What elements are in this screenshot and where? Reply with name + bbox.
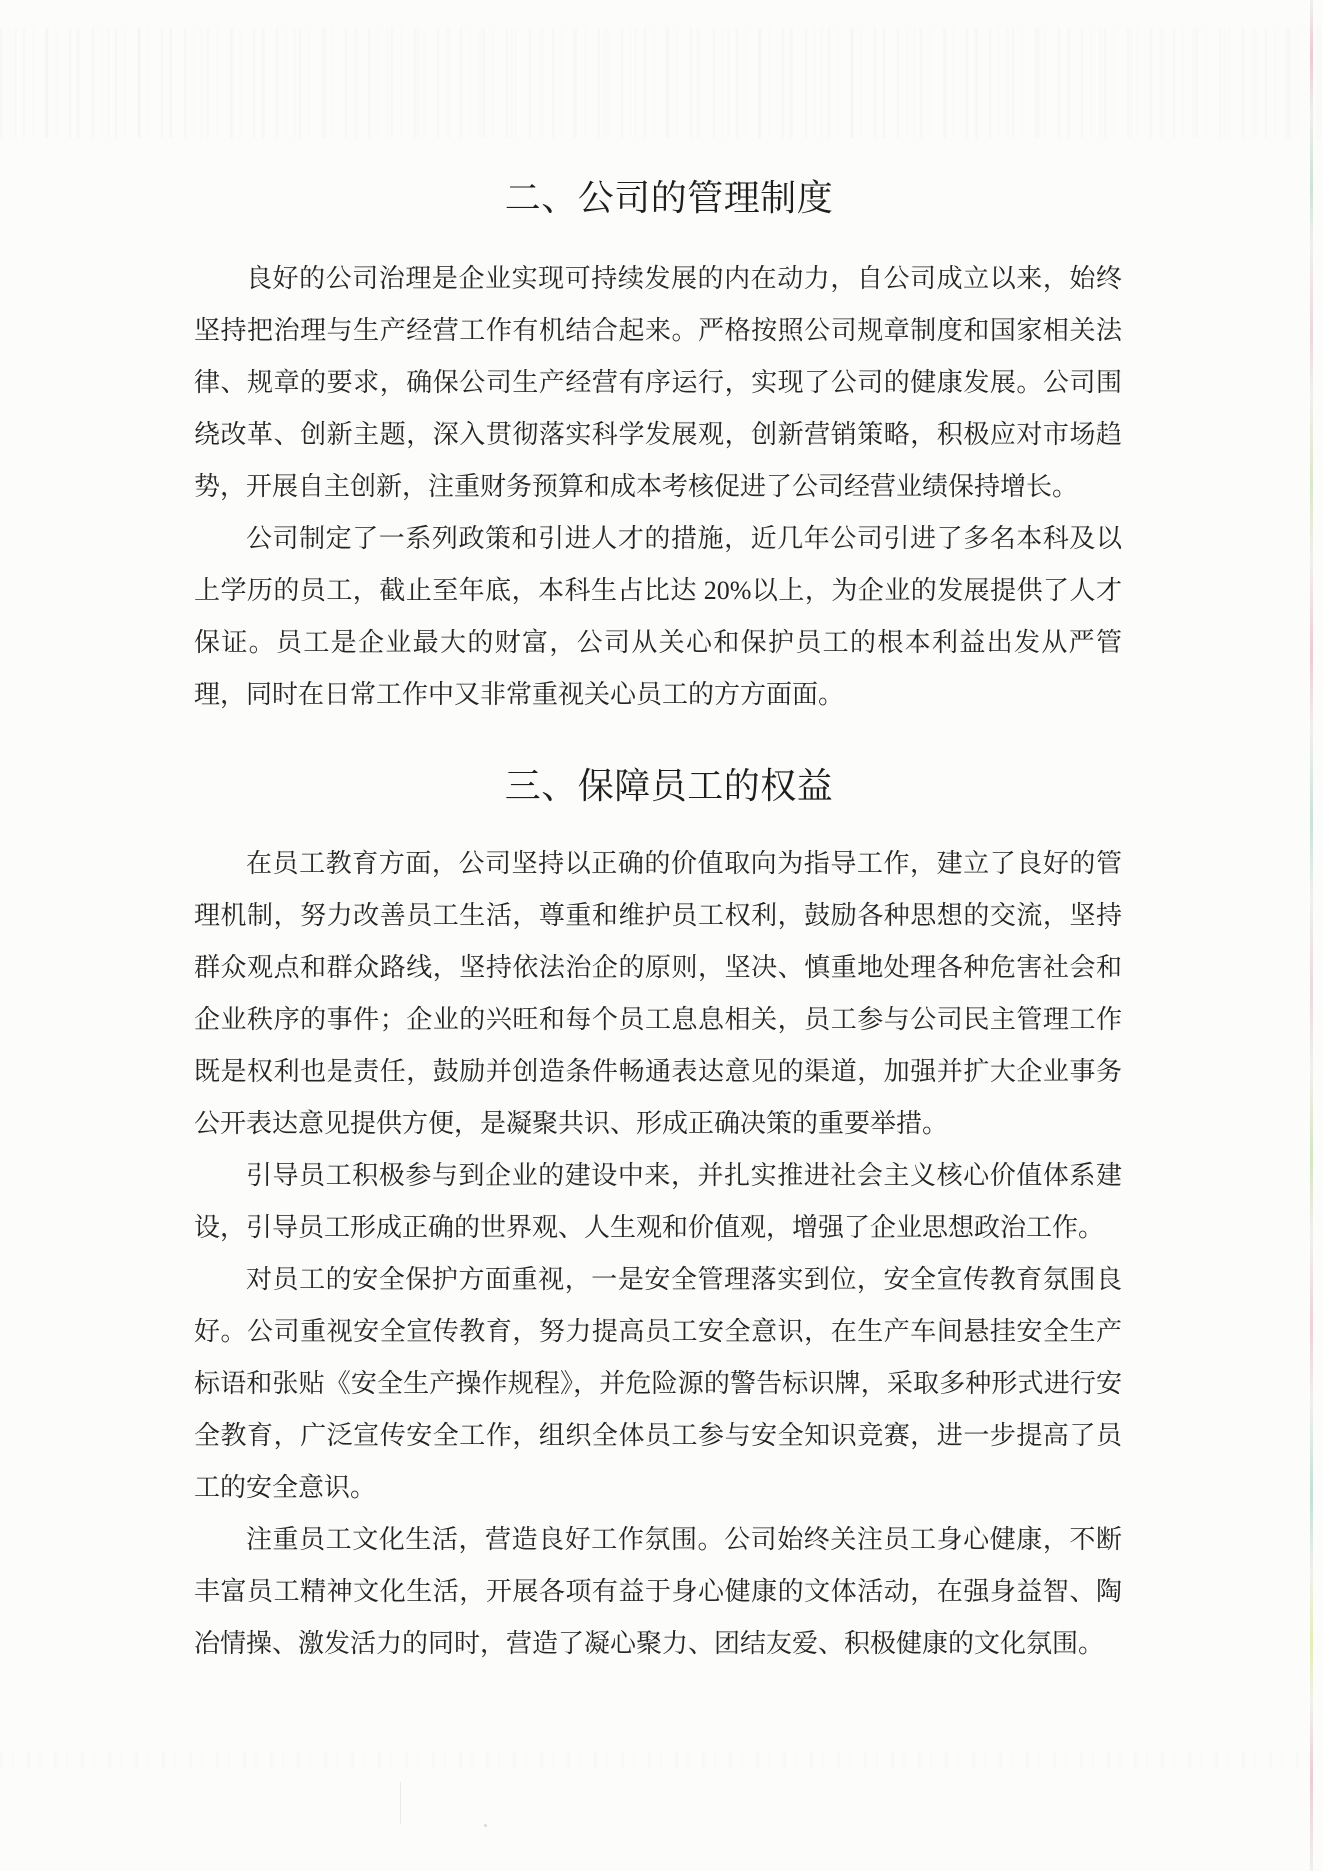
section-body-employee-rights	[194, 838, 1122, 1670]
paragraph: 在员工教育方面，公司坚持以正确的价值取向为指导工作，建立了良好的管理机制，努力改善员工生活，尊重和维护员工权利，鼓励各种思想的交流，坚持群众观点和群众路线，坚持依法治企的原则，坚决、慎重地处理各种危害社会和企业秩序的事件；企业的兴旺和每个员工息息相关，员工参与公司民主管理工作既是权利也是责任，鼓励并创造条件畅通表达意见的渠道，加强并扩大企业事务公开表达意见提供方便，是凝聚共识、形成正确决策的重要举措。	[194, 849, 1122, 1138]
section-heading-company-management: 二、公司的管理制度	[504, 178, 834, 218]
scan-speck-dot	[484, 1824, 487, 1827]
section-heading-employee-rights: 三、保障员工的权益	[504, 766, 834, 806]
paragraph: 良好的公司治理是企业实现可持续发展的内在动力，自公司成立以来，始终坚持把治理与生产经营工作有机结合起来。严格按照公司规章制度和国家相关法律、规章的要求，确保公司生产经营有序运行，实现了公司的健康发展。公司围绕改革、创新主题，深入贯彻落实科学发展观，创新营销策略，积极应对市场趋势，开展自主创新，注重财务预算和成本考核促进了公司经营业绩保持增长。	[194, 264, 1122, 501]
paragraph: 公司制定了一系列政策和引进人才的措施，近几年公司引进了多名本科及以上学历的员工，截止至年底，本科生占比达 20%以上，为企业的发展提供了人才保证。员工是企业最大的财富，公司从关心和保护员工的根本利益出发从严管理，同时在日常工作中又非常重视关心员工的方方面面。	[194, 524, 1122, 709]
scan-speck-line	[400, 1782, 401, 1824]
paragraph: 注重员工文化生活，营造良好工作氛围。公司始终关注员工身心健康，不断丰富员工精神文化生活，开展各项有益于身心健康的文体活动，在强身益智、陶冶情操、激发活力的同时，营造了凝心聚力、团结友爱、积极健康的文化氛围。	[194, 1525, 1122, 1658]
section-body-company-management	[194, 253, 1122, 721]
paragraph: 引导员工积极参与到企业的建设中来，并扎实推进社会主义核心价值体系建设，引导员工形成正确的世界观、人生观和价值观，增强了企业思想政治工作。	[194, 1161, 1122, 1242]
paragraph: 对员工的安全保护方面重视，一是安全管理落实到位，安全宣传教育氛围良好。公司重视安全宣传教育，努力提高员工安全意识，在生产车间悬挂安全生产标语和张贴《安全生产操作规程》，并危险源的警告标识牌，采取多种形式进行安全教育，广泛宣传安全工作，组织全体员工参与安全知识竞赛，进一步提高了员工的安全意识。	[194, 1265, 1122, 1502]
bleedthrough-noise-top	[0, 28, 1322, 138]
bleedthrough-noise-bottom	[0, 1752, 1322, 1768]
scan-edge-artifact	[1310, 0, 1313, 1871]
